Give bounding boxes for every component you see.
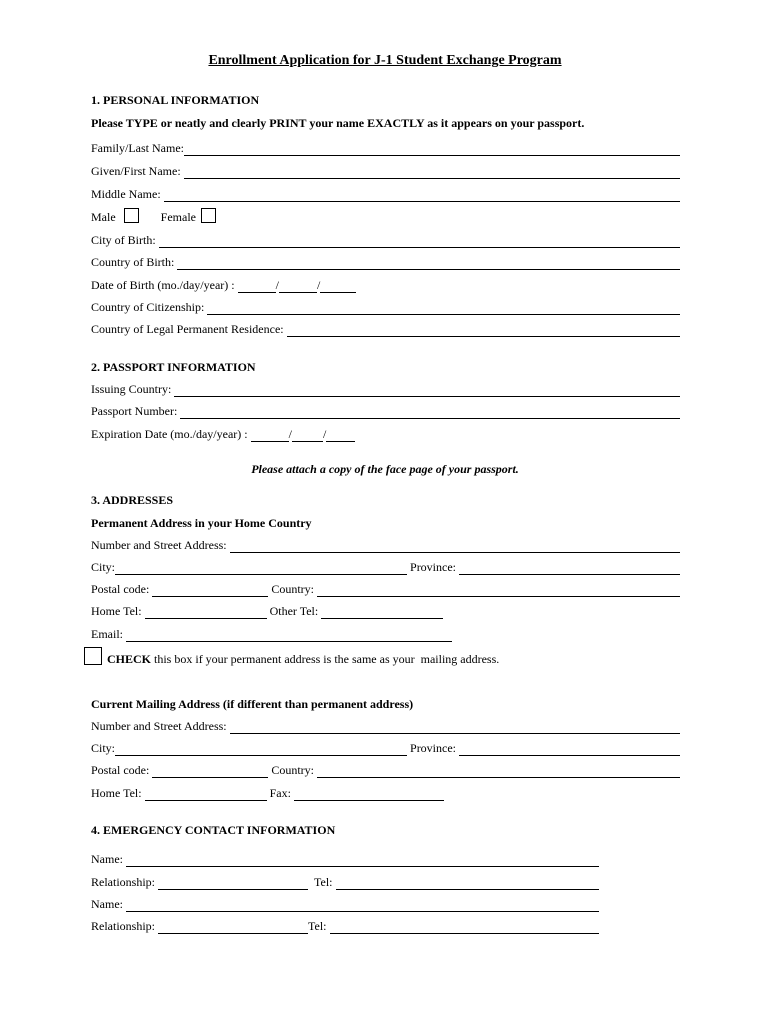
mailing-province-label: Province: — [410, 741, 457, 755]
section-personal-heading: 1. PERSONAL INFORMATION — [91, 93, 260, 107]
male-checkbox[interactable] — [124, 208, 139, 223]
country-of-birth-row — [91, 254, 680, 270]
passport-number-label: Passport Number: — [91, 404, 178, 418]
permanent-postal-row — [91, 581, 680, 597]
permanent-province-field[interactable] — [459, 563, 680, 575]
mailing-home-tel-label: Home Tel: — [91, 786, 142, 800]
passport-number-row — [91, 403, 680, 419]
mailing-street-label: Number and Street Address: — [91, 719, 227, 733]
section-addresses-heading: 3. ADDRESSES — [91, 493, 174, 507]
permanent-street-field[interactable] — [230, 541, 680, 553]
emergency-name-2-row — [91, 896, 599, 912]
fax-label: Fax: — [269, 786, 291, 800]
mailing-postal-field[interactable] — [152, 766, 268, 778]
passport-number-field[interactable] — [180, 407, 680, 419]
residence-row — [91, 321, 680, 337]
city-of-birth-row — [91, 232, 680, 248]
permanent-city-row — [91, 559, 680, 575]
expiration-separator: / — [322, 427, 327, 441]
city-of-birth-field[interactable] — [159, 236, 680, 248]
emergency-name-label: Name: — [91, 852, 123, 866]
permanent-country-label: Country: — [271, 582, 314, 596]
emergency-relationship-2-field[interactable] — [158, 922, 308, 934]
section-emergency-heading: 4. EMERGENCY CONTACT INFORMATION — [91, 823, 336, 837]
mailing-city-row — [91, 740, 680, 756]
given-name-field[interactable] — [184, 167, 680, 179]
mailing-city-field[interactable] — [115, 744, 407, 756]
residence-label: Country of Legal Permanent Residence: — [91, 322, 284, 336]
emergency-name-1-field[interactable] — [126, 855, 599, 867]
emergency-relationship-1-field[interactable] — [158, 878, 308, 890]
same-address-checkbox[interactable] — [84, 647, 102, 665]
dob-label: Date of Birth (mo./day/year) : — [91, 278, 235, 292]
same-address-row — [107, 651, 499, 667]
mailing-country-field[interactable] — [317, 766, 680, 778]
emergency-relationship-label: Relationship: — [91, 919, 155, 933]
emergency-relationship-2-row — [91, 918, 599, 934]
dob-row — [91, 277, 356, 293]
citizenship-field[interactable] — [207, 303, 680, 315]
permanent-province-label: Province: — [410, 560, 457, 574]
fax-field[interactable] — [294, 789, 444, 801]
dob-separator: / — [275, 278, 279, 292]
emergency-name-1-row — [91, 851, 599, 867]
citizenship-row — [91, 299, 680, 315]
emergency-name-label: Name: — [91, 897, 123, 911]
email-row — [91, 626, 452, 642]
expiration-row — [91, 426, 355, 442]
female-label: Female — [160, 210, 196, 224]
check-label-bold: CHECK — [107, 652, 152, 666]
female-checkbox[interactable] — [201, 208, 216, 223]
family-name-field[interactable] — [184, 144, 680, 156]
expiration-separator: / — [288, 427, 292, 441]
permanent-postal-field[interactable] — [152, 585, 268, 597]
dob-month-field[interactable] — [238, 281, 276, 293]
city-of-birth-label: City of Birth: — [91, 233, 156, 247]
middle-name-field[interactable] — [164, 190, 680, 202]
other-tel-label: Other Tel: — [269, 604, 319, 618]
permanent-address-heading: Permanent Address in your Home Country — [91, 516, 312, 530]
issuing-country-field[interactable] — [174, 385, 680, 397]
mailing-street-field[interactable] — [230, 722, 680, 734]
mailing-address-heading: Current Mailing Address (if different than permanent address) — [91, 697, 414, 711]
dob-separator: / — [316, 278, 321, 292]
check-label-text: this box if your permanent address is the same as your mailing address. — [151, 652, 500, 666]
mailing-phone-row — [91, 785, 444, 801]
home-tel-field[interactable] — [145, 607, 267, 619]
other-tel-field[interactable] — [321, 607, 443, 619]
emergency-tel-label: Tel: — [314, 875, 333, 889]
family-name-label: Family/Last Name: — [91, 141, 184, 155]
mailing-postal-row — [91, 762, 680, 778]
issuing-country-label: Issuing Country: — [91, 382, 172, 396]
section-passport-heading: 2. PASSPORT INFORMATION — [91, 360, 256, 374]
country-of-birth-field[interactable] — [177, 258, 680, 270]
form-title: Enrollment Application for J-1 Student Exchange Program — [208, 53, 562, 68]
dob-year-field[interactable] — [320, 281, 356, 293]
emergency-tel-label: Tel: — [308, 919, 327, 933]
expiration-label: Expiration Date (mo./day/year) : — [91, 427, 248, 441]
emergency-tel-2-field[interactable] — [330, 922, 600, 934]
email-label: Email: — [91, 627, 123, 641]
mailing-postal-label: Postal code: — [91, 763, 150, 777]
given-name-row — [91, 163, 680, 179]
male-label: Male — [91, 210, 116, 224]
middle-name-label: Middle Name: — [91, 187, 161, 201]
gender-row — [91, 209, 196, 225]
country-of-birth-label: Country of Birth: — [91, 255, 175, 269]
permanent-street-row — [91, 537, 680, 553]
expiration-month-field[interactable] — [251, 430, 289, 442]
given-name-label: Given/First Name: — [91, 164, 181, 178]
permanent-country-field[interactable] — [317, 585, 680, 597]
emergency-relationship-label: Relationship: — [91, 875, 155, 889]
dob-day-field[interactable] — [279, 281, 317, 293]
expiration-year-field[interactable] — [326, 430, 355, 442]
family-name-row — [91, 140, 680, 156]
email-field[interactable] — [126, 630, 452, 642]
home-tel-label: Home Tel: — [91, 604, 142, 618]
mailing-province-field[interactable] — [459, 744, 680, 756]
expiration-day-field[interactable] — [292, 430, 323, 442]
emergency-name-2-field[interactable] — [126, 900, 599, 912]
passport-copy-note: Please attach a copy of the face page of your passport. — [251, 462, 519, 476]
middle-name-row — [91, 186, 680, 202]
passport-name-instruction: Please TYPE or neatly and clearly PRINT your name EXACTLY as it appears on your passport. — [91, 116, 585, 130]
mailing-city-label: City: — [91, 741, 116, 755]
permanent-postal-label: Postal code: — [91, 582, 150, 596]
permanent-phone-row — [91, 603, 443, 619]
issuing-country-row — [91, 381, 680, 397]
citizenship-label: Country of Citizenship: — [91, 300, 205, 314]
permanent-city-label: City: — [91, 560, 116, 574]
mailing-country-label: Country: — [271, 763, 314, 777]
residence-field[interactable] — [287, 325, 680, 337]
emergency-tel-1-field[interactable] — [336, 878, 600, 890]
mailing-street-row — [91, 718, 680, 734]
mailing-home-tel-field[interactable] — [145, 789, 267, 801]
permanent-city-field[interactable] — [115, 563, 407, 575]
emergency-relationship-1-row — [91, 874, 599, 890]
permanent-street-label: Number and Street Address: — [91, 538, 227, 552]
